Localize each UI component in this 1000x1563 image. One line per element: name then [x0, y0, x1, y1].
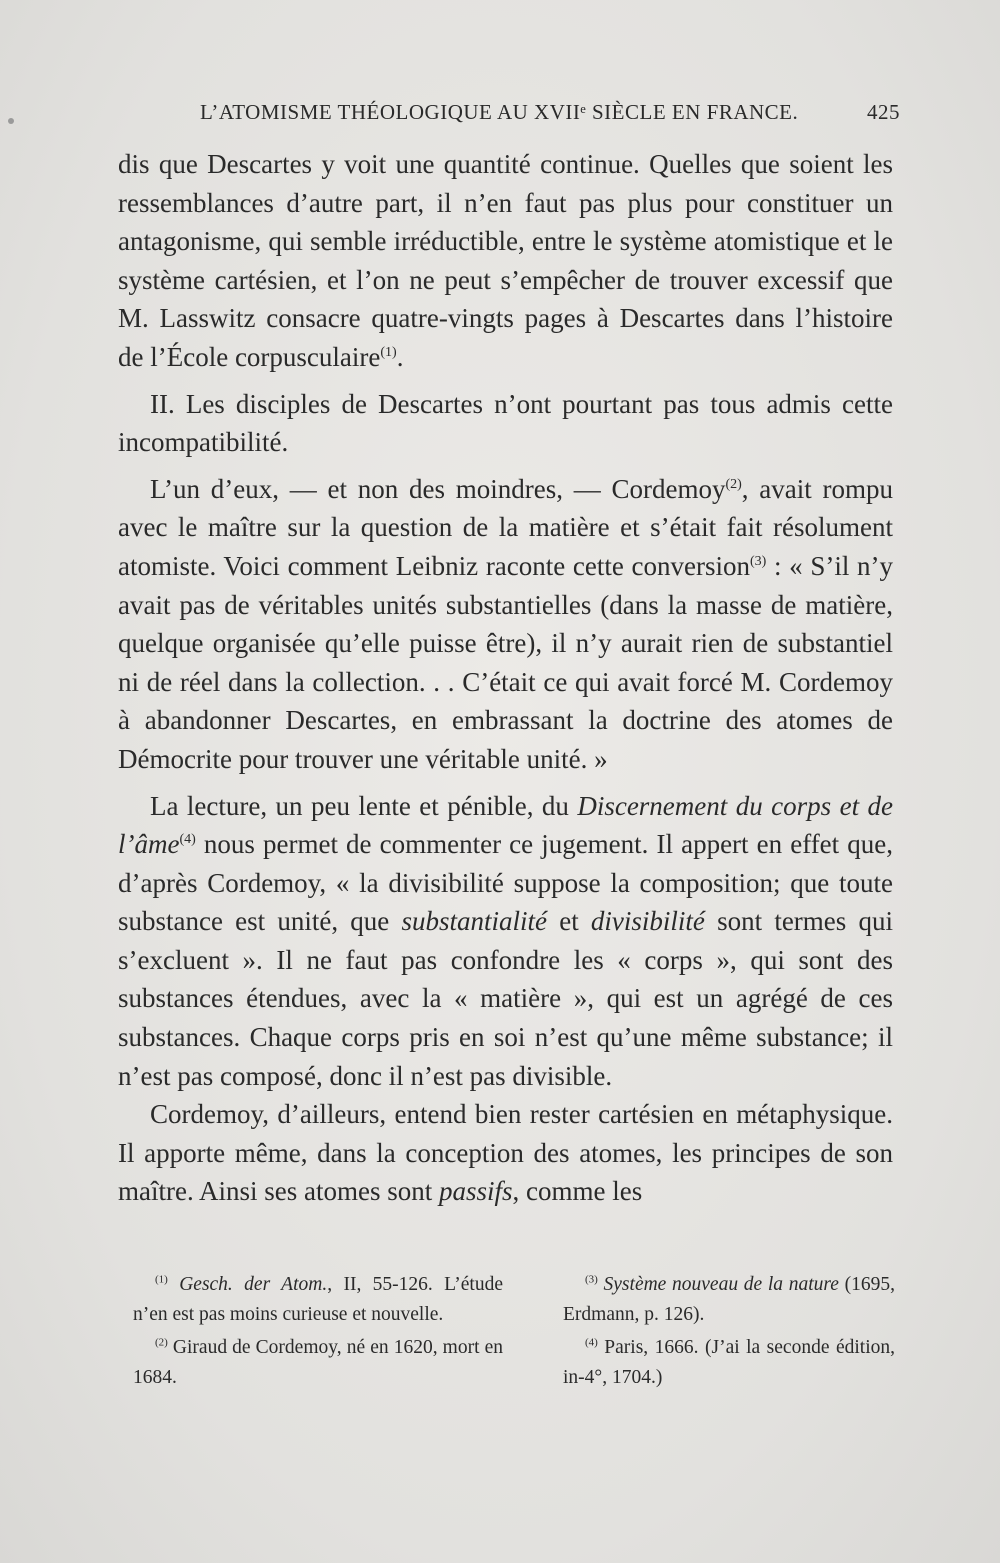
paragraph-4-text-d: sont termes qui s’excluent ». Il ne faut pas confondre les « corps », qui sont des substances étendues, avec la « matière », qui est un agrégé de ces substances. Chaque corps pris en soi n’est qu’une même substance; il n’est pas composé, donc il n’est pas divisible. — [118, 906, 893, 1091]
paragraph-2-text: II. Les disciples de Descartes n’ont pourtant pas tous admis cette incompatibilité. — [118, 388, 893, 458]
footnote-2 — [133, 1333, 503, 1393]
footnotes-left-column — [133, 1270, 503, 1396]
paragraph-3 — [118, 470, 893, 779]
paragraph-3-text-a: L’un d’eux, — et non des moindres, — Cordemoy — [150, 473, 726, 504]
running-title: L’ATOMISME THÉOLOGIQUE AU XVIIᵉ SIÈCLE EN FRANCE. — [200, 100, 799, 124]
paragraph-2 — [118, 385, 893, 462]
term-passifs: passifs — [438, 1176, 513, 1207]
paragraph-4-text-b: nous permet de commenter ce jugement. Il appert en effet que, d’après Cordemoy, « la divisibilité suppose la composition; que toute substance est unité, que — [118, 829, 893, 937]
footnote-1-text: , II, 55-126. L’étude n’en est pas moins curieuse et nouvelle. — [133, 1274, 504, 1325]
note-ref-1: (1) — [380, 344, 397, 360]
paragraph-4-text-c: et — [547, 906, 591, 937]
footnotes-right-column — [563, 1270, 895, 1396]
footnote-4-text: Paris, 1666. (J’ai la seconde édition, in-4°, 1704.) — [563, 1337, 895, 1388]
footnote-2-mark: (2) — [155, 1336, 168, 1349]
margin-mark — [8, 118, 14, 124]
paragraph-4-text-a: La lecture, un peu lente et pénible, du — [150, 790, 578, 821]
note-ref-3: (3) — [750, 553, 767, 569]
footnote-3 — [563, 1270, 895, 1330]
paragraph-5-text-b: , comme les — [512, 1176, 643, 1207]
footnote-2-text: Giraud de Cordemoy, né en 1620, mort en 1684. — [133, 1337, 503, 1388]
footnote-1-mark: (1) — [155, 1273, 168, 1286]
note-ref-4: (4) — [179, 832, 196, 848]
paragraph-4 — [118, 787, 893, 1096]
work-title-discernement: Discernement du corps et de l’âme — [118, 790, 893, 860]
footnote-3-mark: (3) — [585, 1273, 598, 1286]
page-number: 425 — [867, 100, 900, 124]
paragraph-3-text-b: , avait rompu avec le maître sur la question de la matière et s’était fait résolument atomiste. Voici comment Leibniz raconte cette conversion — [118, 473, 893, 581]
footnote-4 — [563, 1333, 895, 1393]
paragraph-1-text: dis que Descartes y voit une quantité continue. Quelles que soient les ressemblances d’autre part, il n’en faut pas plus pour constituer un antagonisme, qui semble irréductible, entre le système atomistique et le système cartésien, et l’on ne peut s’empêcher de trouver excessif que M. Lasswitz consacre quatre-vingts pages à Descartes dans l’histoire de l’École corpusculaire — [118, 149, 893, 372]
paragraph-3-text-c: : « S’il n’y avait pas de véritables unités substantielles (dans la masse de matière, quelque organisée qu’elle puisse être), il n’y aurait rien de substantiel ni de réel dans la collection. . . C’était ce qui avait forcé M. Cordemoy à abandonner Descartes, en embrassant la doctrine des atomes de Démocrite pour trouver une véritable unité. » — [118, 550, 893, 774]
paragraph-5-text-a: Cordemoy, d’ailleurs, entend bien rester cartésien en métaphysique. Il apporte même, dans la conception des atomes, les principes de son maître. Ainsi ses atomes sont — [118, 1099, 893, 1207]
paragraph-1 — [118, 145, 893, 377]
term-divisibilite: divisibilité — [590, 906, 705, 937]
footnote-4-mark: (4) — [585, 1336, 598, 1349]
paragraph-5 — [118, 1095, 893, 1211]
running-head — [200, 100, 900, 136]
footnote-3-title: Système nouveau de la nature — [603, 1274, 839, 1295]
body-text — [118, 145, 893, 1211]
term-substantialite: substantialité — [401, 906, 548, 937]
footnote-1 — [133, 1270, 503, 1330]
footnote-1-title: Gesch. der Atom. — [179, 1274, 328, 1295]
footnote-3-text: (1695, Erdmann, p. 126). — [563, 1274, 896, 1325]
paragraph-1-end: . — [396, 341, 404, 372]
note-ref-2: (2) — [725, 476, 742, 492]
